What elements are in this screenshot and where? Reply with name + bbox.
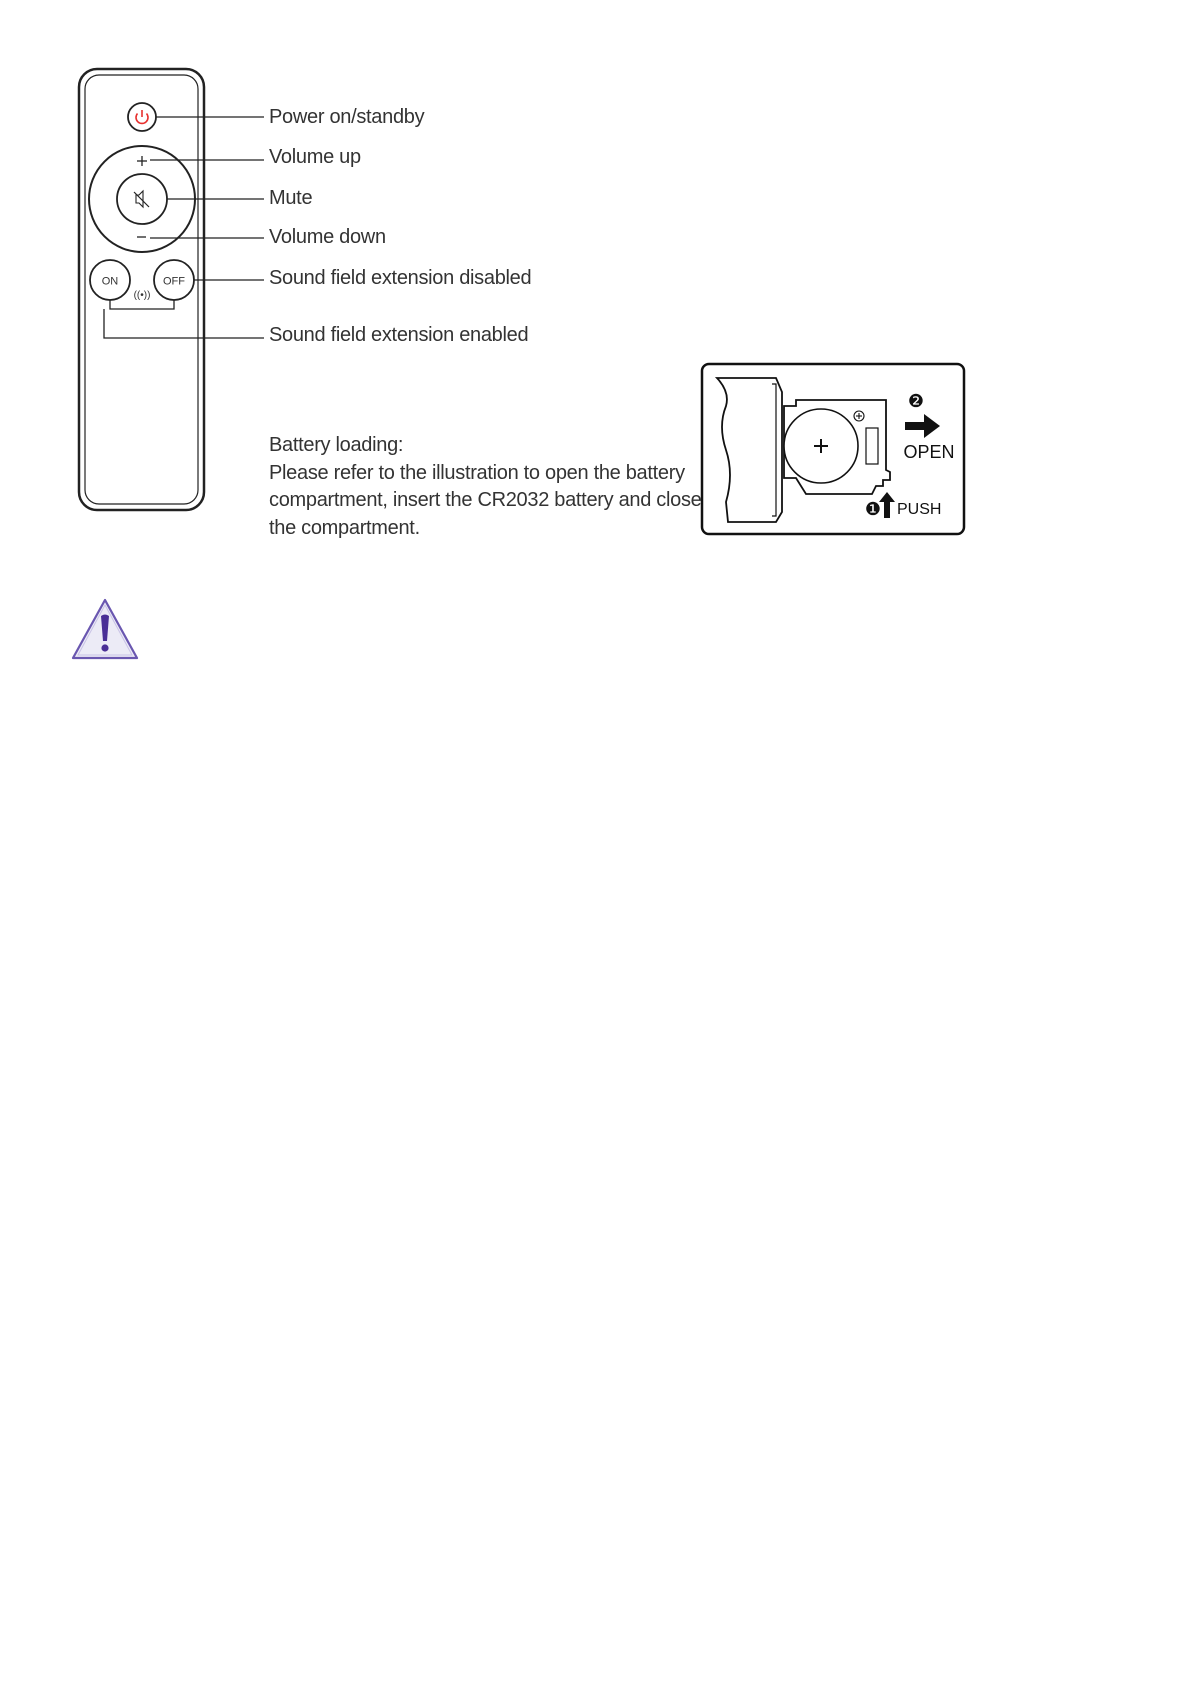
battery-heading: Battery loading: xyxy=(269,434,404,456)
mute-button xyxy=(117,174,167,224)
power-button xyxy=(128,103,156,131)
step-2-number: ❷ xyxy=(907,391,925,411)
plus-icon xyxy=(137,156,147,166)
mute-icon xyxy=(134,191,149,207)
battery-line-1: Please refer to the illustration to open the battery xyxy=(269,461,685,484)
label-volume-down: Volume down xyxy=(269,226,386,248)
battery-illustration xyxy=(700,362,968,538)
battery-contact xyxy=(866,428,878,464)
battery-line-2: compartment, insert the CR2032 battery and close xyxy=(269,489,702,511)
battery-instructions xyxy=(269,432,702,542)
on-off-bracket xyxy=(110,300,174,309)
off-button-label: OFF xyxy=(163,275,185,288)
step-1-number: ❶ xyxy=(864,499,882,519)
leader-lines xyxy=(101,117,264,338)
remote-bottom-edge xyxy=(717,378,782,522)
sound-field-symbol: ((•)) xyxy=(133,290,151,301)
label-mute: Mute xyxy=(269,187,313,209)
on-button xyxy=(90,260,130,300)
warning-icon xyxy=(70,596,140,662)
battery-line-3: the compartment. xyxy=(269,516,420,539)
label-sound-field-enabled: Sound field extension enabled xyxy=(269,324,529,346)
label-sound-field-disabled: Sound field extension disabled xyxy=(269,267,532,289)
label-power: Power on/standby xyxy=(269,106,425,128)
label-volume-up: Volume up xyxy=(269,146,361,168)
on-button-label: ON xyxy=(101,275,119,288)
off-button xyxy=(154,260,194,300)
push-label: PUSH xyxy=(897,501,942,518)
open-label: OPEN xyxy=(903,442,955,462)
